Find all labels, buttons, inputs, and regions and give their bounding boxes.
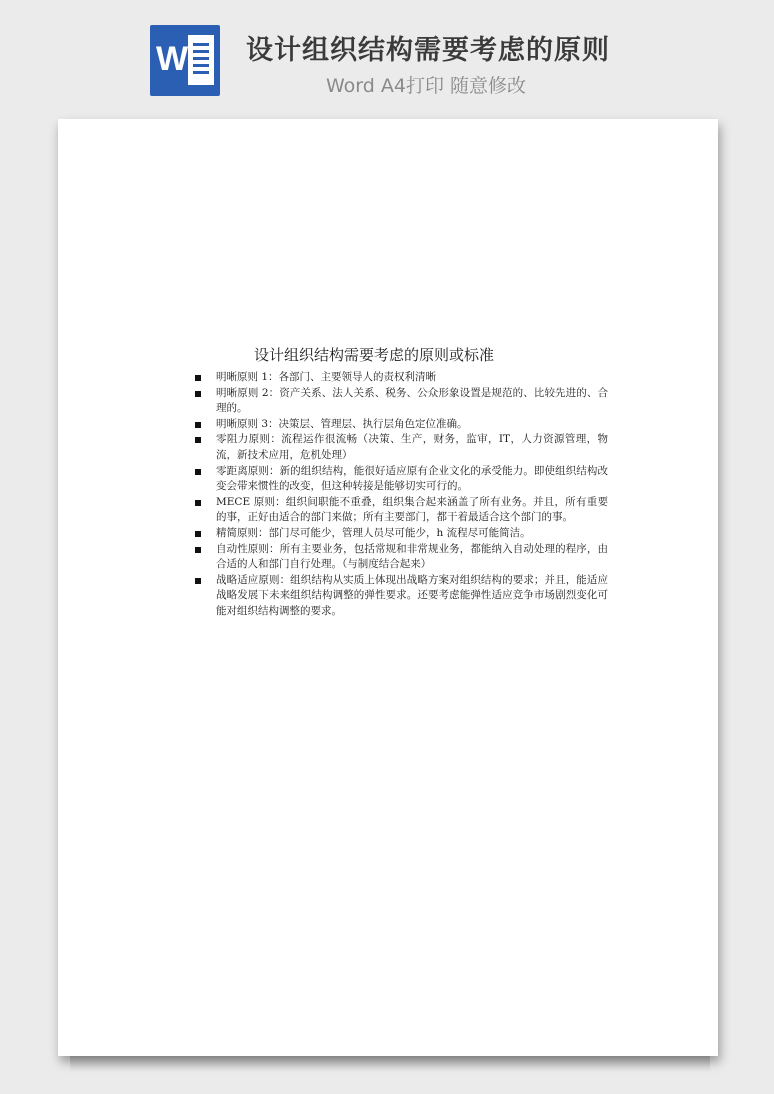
list-item xyxy=(188,573,608,620)
word-logo-letter: W xyxy=(156,40,189,78)
list-item xyxy=(188,370,608,386)
list-item-text: 战略适应原则：组织结构从实质上体现出战略方案对组织结构的要求；并且，能适应战略发展下未来组织结构调整的弹性要求。还要考虑能弹性适应竞争市场剧烈变化可能对组织结构调整的要求。 xyxy=(216,573,608,617)
list-item xyxy=(188,464,608,495)
document-title: 设计组织结构需要考虑的原则或标准 xyxy=(254,346,495,364)
square-bullet-icon xyxy=(195,375,201,381)
word-logo-icon xyxy=(150,25,220,96)
list-item-text: 零距离原则：新的组织结构，能很好适应原有企业文化的承受能力。即使组织结构改变会带来惯性的改变，但这种转接是能够切实可行的。 xyxy=(216,464,608,493)
list-item xyxy=(188,542,608,573)
square-bullet-icon xyxy=(195,547,201,553)
square-bullet-icon xyxy=(195,437,201,443)
list-item-text: 自动性原则：所有主要业务，包括常规和非常规业务，都能纳入自动处理的程序，由合适的人和部门自行处理。（与制度结合起来） xyxy=(216,542,608,571)
document-page xyxy=(58,119,718,1056)
list-item xyxy=(188,432,608,463)
list-item xyxy=(188,386,608,417)
square-bullet-icon xyxy=(195,578,201,584)
list-item xyxy=(188,526,608,542)
list-item-text: 精简原则：部门尽可能少，管理人员尽可能少，h 流程尽可能简洁。 xyxy=(216,526,531,539)
square-bullet-icon xyxy=(195,422,201,428)
document-lines-icon xyxy=(188,35,214,85)
header xyxy=(0,0,774,118)
square-bullet-icon xyxy=(195,500,201,506)
principles-list xyxy=(188,370,608,620)
square-bullet-icon xyxy=(195,531,201,537)
list-item-text: MECE 原则：组织间职能不重叠，组织集合起来涵盖了所有业务。并且，所有重要的事，正好由适合的部门来做；所有主要部门，都干着最适合这个部门的事。 xyxy=(216,495,608,524)
header-title: 设计组织结构需要考虑的原则 xyxy=(246,35,610,66)
square-bullet-icon xyxy=(195,391,201,397)
page-shadow xyxy=(70,1056,710,1072)
list-item-text: 明晰原则 2：资产关系、法人关系、税务、公众形象设置是规范的、比较先进的、合理的。 xyxy=(216,386,608,415)
square-bullet-icon xyxy=(195,469,201,475)
list-item-text: 明晰原则 1：各部门、主要领导人的责权利清晰 xyxy=(216,371,437,383)
header-subtitle: Word A4打印 随意修改 xyxy=(326,75,527,97)
list-item xyxy=(188,417,608,433)
list-item-text: 零阻力原则：流程运作很流畅（决策、生产，财务，监审，IT，人力资源管理，物流，新技术应用，危机处理） xyxy=(216,433,608,461)
list-item xyxy=(188,495,608,526)
list-item-text: 明晰原则 3：决策层、管理层、执行层角色定位准确。 xyxy=(216,417,468,430)
